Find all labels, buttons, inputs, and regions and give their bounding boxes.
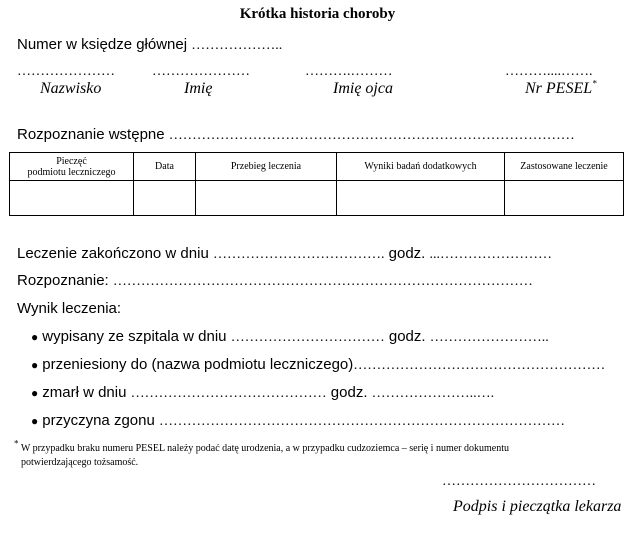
initial-diagnosis-label: Rozpoznanie wstępne <box>17 126 165 143</box>
footnote <box>14 438 509 470</box>
treatment-result-label: Wynik leczenia: <box>17 300 122 317</box>
treatment-end-row <box>17 245 552 263</box>
transfer-facility-field[interactable]: ……………………………………………… <box>353 358 606 373</box>
column-header-applied-treatment: Zastosowane leczenie <box>505 153 624 181</box>
death-cause-field[interactable]: …………………………………………………………………………… <box>158 414 565 429</box>
initial-diagnosis-field[interactable]: …………………………………………………………………………… <box>168 128 575 143</box>
document-title: Krótka historia choroby <box>239 6 396 22</box>
table-row <box>10 181 624 216</box>
result-discharged-row <box>31 328 549 346</box>
table-cell-stamp[interactable] <box>10 181 134 216</box>
result-discharged-label: wypisany ze szpitala w dniu <box>42 328 227 345</box>
column-header-stamp-line2: podmiotu leczniczego <box>27 166 116 178</box>
footnote-marker: * <box>14 438 19 449</box>
bullet-icon: ● <box>31 386 39 400</box>
result-died-row <box>31 384 494 402</box>
result-died-label: zmarł w dniu <box>42 384 127 401</box>
discharge-hour-field[interactable]: …………………….. <box>429 330 549 345</box>
diagnosis-row <box>17 272 533 290</box>
result-transferred-row <box>31 356 605 374</box>
treatment-history-table <box>9 152 624 216</box>
column-header-treatment-course: Przebieg leczenia <box>196 153 337 181</box>
diagnosis-field[interactable]: ……………………………………………………………………………… <box>112 274 533 289</box>
surname-label: Nazwisko <box>40 80 102 97</box>
treatment-end-label: Leczenie zakończono w dniu <box>17 245 209 262</box>
treatment-end-hour-label: godz. <box>388 245 426 262</box>
footnote-line1: W przypadku braku numeru PESEL należy podać datę urodzenia, a w przypadku cudzoziemca – serię i numer dokumentu <box>20 443 509 454</box>
result-transferred-label: przeniesiony do (nazwa podmiotu leczniczego) <box>42 356 354 373</box>
father-name-label: Imię ojca <box>333 80 393 97</box>
pesel-field[interactable]: ………....……. <box>505 64 593 79</box>
footnote-line2: potwierdzającego tożsamość. <box>21 457 139 468</box>
treatment-end-hour-field[interactable]: ...…………………… <box>429 247 553 262</box>
table-cell-treatment-course[interactable] <box>196 181 337 216</box>
column-header-facility-stamp <box>10 153 134 181</box>
initial-diagnosis-row <box>17 126 575 144</box>
bullet-icon: ● <box>31 330 39 344</box>
signature-field[interactable]: …………………………… <box>442 474 596 489</box>
death-date-field[interactable]: …………………………………… <box>130 386 327 401</box>
table-cell-additional-tests[interactable] <box>337 181 505 216</box>
bullet-icon: ● <box>31 358 39 372</box>
column-header-date: Data <box>134 153 196 181</box>
death-hour-label: godz. <box>330 384 368 401</box>
signature-label: Podpis i pieczątka lekarza <box>453 498 622 515</box>
father-name-field[interactable]: ……….……… <box>305 64 393 79</box>
death-hour-field[interactable]: …………………..…. <box>371 386 495 401</box>
first-name-label: Imię <box>184 80 213 97</box>
table-cell-applied-treatment[interactable] <box>505 181 624 216</box>
surname-field[interactable]: ………………… <box>17 64 115 79</box>
discharge-date-field[interactable]: …………………………… <box>230 330 385 345</box>
diagnosis-label: Rozpoznanie: <box>17 272 109 289</box>
table-header-row <box>10 153 624 181</box>
registry-number-field[interactable]: ……………….. <box>191 38 283 53</box>
first-name-field[interactable]: ………………… <box>152 64 250 79</box>
bullet-icon: ● <box>31 414 39 428</box>
pesel-footnote-marker: * <box>592 78 597 89</box>
pesel-label: Nr PESEL <box>525 80 593 97</box>
column-header-additional-tests: Wyniki badań dodatkowych <box>337 153 505 181</box>
registry-number-label: Numer w księdze głównej <box>17 36 188 53</box>
treatment-end-date-field[interactable]: ………………………………. <box>212 247 385 262</box>
table-cell-date[interactable] <box>134 181 196 216</box>
result-death-cause-row <box>31 412 565 430</box>
death-cause-label: przyczyna zgonu <box>42 412 155 429</box>
registry-number-row <box>17 36 282 54</box>
discharge-hour-label: godz. <box>388 328 426 345</box>
column-header-stamp-line1: Pieczęć <box>56 155 87 167</box>
pesel-label-row <box>525 80 597 98</box>
